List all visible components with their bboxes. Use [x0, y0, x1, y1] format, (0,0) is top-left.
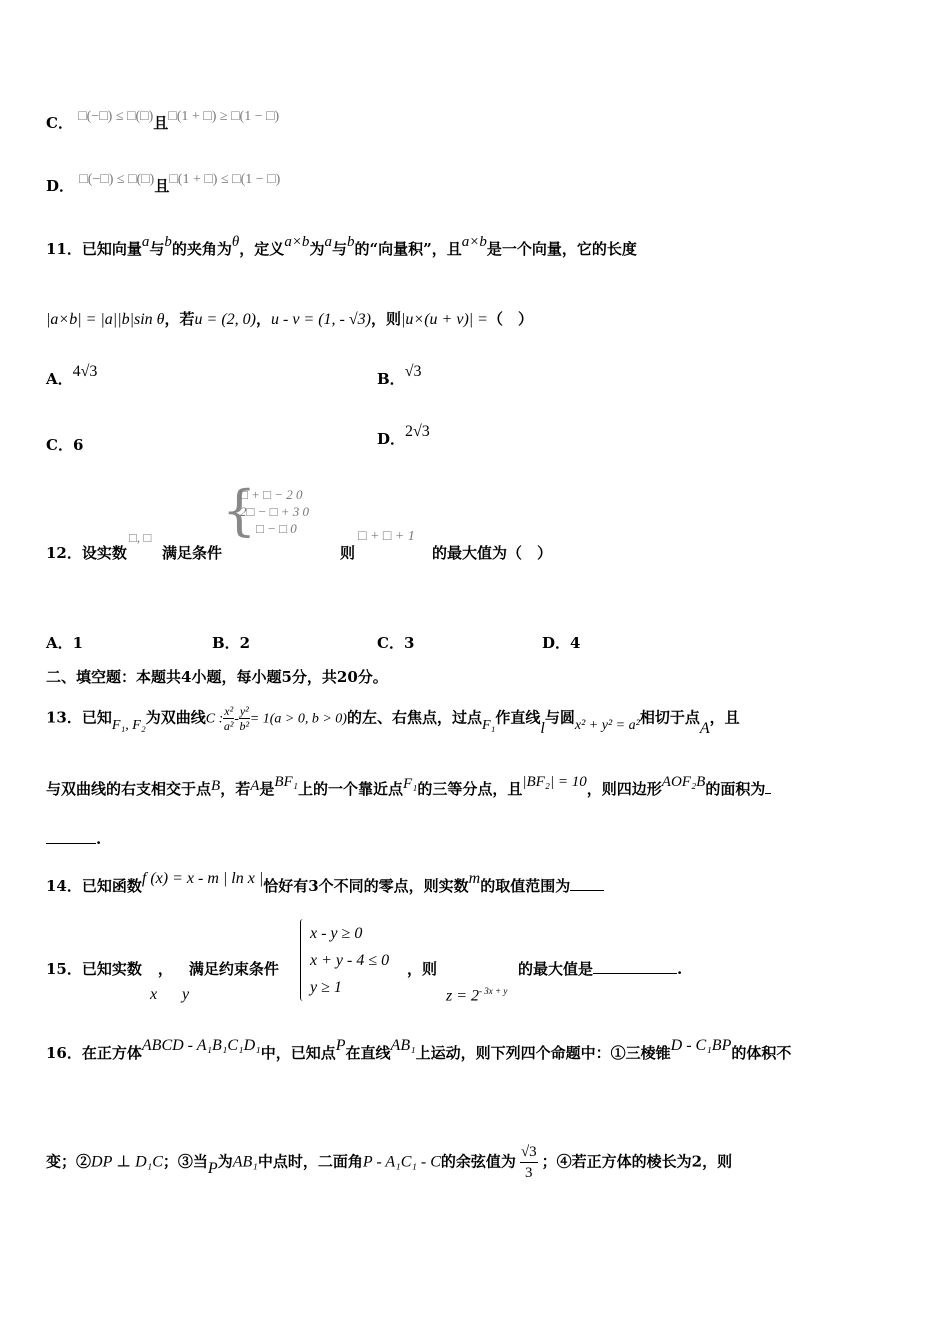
- text: 已知向量: [81, 240, 142, 258]
- answer-blank[interactable]: [593, 973, 677, 974]
- formula: □(−□) ≤ □(□): [79, 172, 155, 187]
- point-a: A: [250, 778, 260, 794]
- constraint: x + y - 4 ≤ 0: [310, 952, 390, 969]
- question-number: 16．: [46, 1044, 82, 1062]
- formula: ABCD - A₁B₁C₁D₁: [141, 1037, 261, 1054]
- formula: □(1 + □) ≤ □(1 − □): [169, 172, 281, 187]
- text: 的左、右焦点，过点: [346, 708, 482, 727]
- q16-stem-line2: [46, 1142, 732, 1183]
- text: ，则: [371, 310, 402, 328]
- text: 上的一个靠近点: [297, 780, 403, 798]
- text: 上运动，则下列四个命题中：①三棱锥: [415, 1044, 671, 1062]
- q13-stem-line2: [46, 774, 771, 799]
- left-brace: [300, 919, 303, 1001]
- formula: AOF₂B: [661, 774, 706, 790]
- var-x: x: [150, 986, 158, 1003]
- fraction: [223, 704, 234, 733]
- q15-then: ，则: [407, 960, 438, 978]
- text: 已知: [81, 708, 112, 727]
- formula: F₁: [481, 717, 496, 733]
- text: ，: [255, 310, 271, 328]
- q12-option-d: D．4: [542, 634, 581, 652]
- text: 已知实数: [81, 960, 142, 978]
- q10-option-c: [46, 109, 280, 133]
- text: 中，已知点: [260, 1044, 336, 1062]
- text: 与: [149, 240, 165, 258]
- numerator: y²: [239, 704, 249, 718]
- q12-expression: □ + □ + 1: [358, 529, 415, 544]
- text: 变；②: [46, 1152, 92, 1171]
- connector: 且: [153, 114, 169, 132]
- text: 与圆: [544, 708, 575, 727]
- formula: D - C₁BP: [670, 1037, 732, 1054]
- question-number: 12．: [46, 544, 82, 562]
- q12-option-a: A．1: [46, 634, 84, 652]
- text: 为: [217, 1152, 233, 1171]
- text: 设实数: [81, 544, 127, 562]
- q12-option-c: C．3: [377, 634, 415, 652]
- formula: |a×b| = |a||b|sin θ: [46, 311, 165, 328]
- q16-stem-line1: [46, 1037, 792, 1063]
- text: 作直线: [495, 708, 541, 727]
- text: 满足约束条件: [188, 960, 279, 978]
- text: 已知函数: [81, 877, 142, 895]
- point-p: P: [207, 1159, 218, 1177]
- formula: |BF₂| = 10: [522, 774, 587, 790]
- option-value: 2√3: [405, 423, 430, 440]
- formula: x² + y² = a²: [574, 717, 640, 733]
- q12-vars: □, □: [129, 530, 152, 545]
- formula: = 1(a > 0, b > 0): [249, 711, 347, 727]
- text: 在正方体: [81, 1044, 142, 1062]
- formula: u = (2, 0): [194, 311, 256, 328]
- text: ；④若正方体的棱长为2，则: [541, 1152, 733, 1171]
- option-value: 4√3: [72, 363, 98, 380]
- text: 恰好有3个不同的零点，则实数: [263, 877, 469, 895]
- condition: □ − □ 0: [256, 521, 297, 536]
- formula: BF₁: [274, 774, 298, 790]
- formula: □(1 + □) ≥ □(1 − □): [168, 109, 280, 124]
- var-theta: θ: [231, 234, 240, 250]
- option-label: A．: [46, 370, 73, 388]
- q12-then: 则: [340, 544, 356, 562]
- option-value: √3: [404, 363, 422, 380]
- formula: z = 2: [446, 987, 480, 1005]
- q12-text: 满足条件: [162, 544, 223, 562]
- var-b: b: [164, 234, 172, 250]
- text: 的面积为: [705, 780, 766, 798]
- constraint: y ≥ 1: [310, 979, 342, 996]
- text: 的“向量积”，且: [354, 240, 462, 258]
- text: 的体积不: [731, 1044, 792, 1062]
- text: 的三等分点，且: [417, 780, 523, 798]
- text: 为: [309, 240, 325, 258]
- option-label: B．: [377, 370, 405, 388]
- text: ，且: [709, 708, 740, 727]
- q13-blank-line: [46, 830, 101, 848]
- answer-blank[interactable]: [46, 843, 96, 844]
- text: .: [677, 960, 683, 978]
- constraint: x - y ≥ 0: [310, 925, 363, 942]
- formula: P - A₁C₁ - C: [362, 1153, 441, 1171]
- question-number: 15．: [46, 960, 82, 978]
- answer-blank[interactable]: [765, 793, 771, 794]
- text: ，若: [220, 780, 251, 798]
- section-heading: 二、填空题：本题共4小题，每小题5分，共20分。: [46, 668, 388, 686]
- q15-objective: [446, 986, 507, 1005]
- var-m: m: [468, 870, 481, 887]
- formula: u - v = (1, - √3): [271, 311, 371, 328]
- text: .: [96, 830, 102, 848]
- operator: -: [234, 711, 239, 727]
- condition: 2□ − □ + 3 0: [240, 504, 309, 519]
- formula: DP ⊥ D₁C: [91, 1153, 163, 1171]
- answer-blank[interactable]: [570, 890, 604, 891]
- option-label: C．: [46, 436, 73, 454]
- fraction: [520, 1142, 538, 1183]
- numerator: √3: [520, 1142, 538, 1163]
- denominator: a²: [223, 719, 234, 733]
- point-b: B: [211, 778, 221, 794]
- question-number: 14．: [46, 877, 82, 895]
- var-b: b: [346, 234, 355, 250]
- var-a: a: [324, 234, 332, 250]
- option-label: D．: [377, 430, 406, 448]
- option-value: 6: [72, 436, 84, 454]
- fraction: [239, 704, 250, 733]
- point-a: A: [699, 719, 710, 737]
- formula: AB₁: [232, 1153, 258, 1171]
- denominator: b²: [239, 719, 250, 733]
- q14-stem: [46, 870, 604, 896]
- formula: F₁, F₂: [111, 717, 146, 733]
- point-p: P: [335, 1037, 346, 1054]
- connector: 且: [154, 177, 170, 195]
- q12-conditions: [240, 486, 309, 537]
- q12-option-b: B．2: [212, 634, 251, 652]
- formula: C :: [205, 711, 224, 727]
- formula: F₁: [402, 776, 418, 792]
- var-l: l: [540, 719, 545, 737]
- question-number: 13．: [46, 708, 82, 727]
- var-y: y: [182, 986, 190, 1003]
- text: 的夹角为: [171, 240, 232, 258]
- text: ；③当: [162, 1152, 208, 1171]
- formula: f (x) = x - m | ln x |: [141, 870, 264, 887]
- text: 是一个向量，它的长度: [486, 240, 637, 258]
- denominator: 3: [525, 1165, 533, 1181]
- formula: a×b: [284, 234, 310, 250]
- q13-stem-line1: [46, 704, 740, 737]
- condition: □ + □ − 2 0: [240, 487, 303, 502]
- text: ，若: [164, 310, 195, 328]
- question-number: 11．: [46, 240, 82, 258]
- formula: AB₁: [390, 1037, 416, 1054]
- left-brace: {: [222, 479, 257, 542]
- text: 在直线: [345, 1044, 391, 1062]
- text: 与: [331, 240, 347, 258]
- option-label: D．: [46, 177, 75, 195]
- answer-paren: （ ）: [487, 310, 533, 328]
- text: ，则四边形: [586, 780, 662, 798]
- text: 中点时，二面角: [257, 1152, 363, 1171]
- q15-ask: [518, 958, 682, 979]
- text: 的取值范围为: [480, 877, 571, 895]
- formula: □(−□) ≤ □(□): [78, 109, 154, 124]
- q10-option-d: [46, 172, 281, 196]
- q11-stem-line1: [46, 234, 637, 259]
- text: 相切于点: [639, 708, 700, 727]
- q15-stem: [46, 958, 279, 979]
- text: ，定义: [239, 240, 285, 258]
- q12-ask: 的最大值为（ ）: [432, 544, 553, 562]
- text: 的最大值是: [518, 960, 594, 978]
- text: 是: [259, 780, 275, 798]
- option-label: C．: [46, 114, 73, 132]
- text: 为双曲线: [145, 708, 206, 727]
- numerator: x²: [224, 704, 234, 718]
- q11-option-b: [377, 363, 422, 389]
- q11-option-c: [46, 434, 83, 455]
- text: 与双曲线的右支相交于点: [46, 780, 212, 798]
- q11-stem-line2: [46, 308, 533, 329]
- text: ，: [157, 960, 173, 978]
- formula: a×b: [461, 234, 487, 250]
- q11-option-d: [377, 423, 430, 449]
- q15-constraints: [310, 920, 389, 1001]
- text: 的余弦值为: [440, 1152, 516, 1171]
- q12-stem: [46, 542, 127, 563]
- formula: |u×(u + v)| =: [401, 311, 488, 328]
- exponent: - 3x + y: [479, 986, 508, 996]
- q11-option-a: [46, 363, 98, 389]
- var-a: a: [141, 234, 150, 250]
